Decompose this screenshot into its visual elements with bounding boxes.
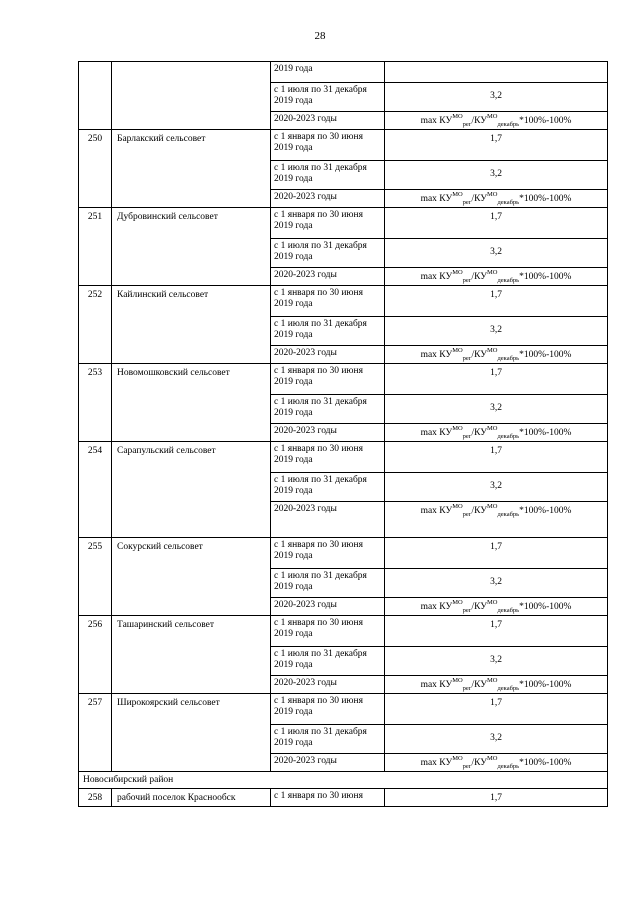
entry-name: Кайлинский сельсовет [112, 286, 271, 364]
period-cell: с 1 июля по 31 декабря 2019 года [271, 647, 385, 676]
period-cell: с 1 января по 30 июня 2019 года [271, 286, 385, 317]
entry-number: 255 [79, 538, 112, 616]
period-cell: с 1 января по 30 июня 2019 года [271, 538, 385, 569]
formula-sup1: МО [452, 598, 463, 606]
value-cell: 1,7 [385, 442, 608, 473]
table-row [79, 130, 608, 161]
value-cell: 3,2 [385, 83, 608, 112]
table-row [79, 62, 608, 83]
entry-number: 254 [79, 442, 112, 538]
value-cell [385, 676, 608, 694]
formula-sub1: рег [462, 606, 472, 614]
formula-prefix: max КУ [420, 602, 453, 612]
entry-name: Дубровинский сельсовет [112, 208, 271, 286]
formula-prefix: max КУ [420, 350, 453, 360]
formula-sup2: МО [487, 598, 498, 606]
value-cell [385, 598, 608, 616]
formula-suffix: *100%-100% [519, 602, 572, 612]
table-row [79, 789, 608, 807]
entry-name: Барлакский сельсовет [112, 130, 271, 208]
value-cell: 1,7 [385, 286, 608, 317]
formula-suffix: *100%-100% [519, 194, 572, 204]
formula-mid: /КУ [471, 506, 487, 516]
value-cell: 3,2 [385, 473, 608, 502]
district-heading: Новосибирский район [79, 772, 608, 789]
formula-prefix: max КУ [420, 272, 453, 282]
period-cell: 2020-2023 годы [271, 424, 385, 442]
period-cell: с 1 июля по 31 декабря 2019 года [271, 569, 385, 598]
formula-sup1: МО [452, 424, 463, 432]
entry-name: Новомошковский сельсовет [112, 364, 271, 442]
entry-number: 257 [79, 694, 112, 772]
formula-text [420, 598, 572, 614]
period-cell: с 1 июля по 31 декабря 2019 года [271, 239, 385, 268]
formula-mid: /КУ [471, 602, 487, 612]
formula-mid: /КУ [471, 428, 487, 438]
table-row [79, 286, 608, 317]
formula-prefix: max КУ [420, 506, 453, 516]
formula-sub1: рег [462, 762, 472, 770]
entry-number: 258 [79, 789, 112, 807]
period-cell: с 1 июля по 31 декабря 2019 года [271, 725, 385, 754]
entry-number: 250 [79, 130, 112, 208]
period-cell: с 1 июля по 31 декабря 2019 года [271, 317, 385, 346]
formula-sub2: декабрь [497, 354, 520, 362]
formula-text [420, 502, 572, 518]
period-cell: 2020-2023 годы [271, 268, 385, 286]
formula-suffix: *100%-100% [519, 350, 572, 360]
formula-text [420, 424, 572, 440]
value-cell [385, 190, 608, 208]
value-cell: 1,7 [385, 208, 608, 239]
value-cell: 1,7 [385, 130, 608, 161]
period-cell: 2019 года [271, 62, 385, 83]
period-cell: с 1 января по 30 июня 2019 года [271, 364, 385, 395]
formula-sup1: МО [452, 502, 463, 510]
value-cell: 3,2 [385, 395, 608, 424]
value-cell: 1,7 [385, 616, 608, 647]
value-cell: 1,7 [385, 694, 608, 725]
formula-mid: /КУ [471, 116, 487, 126]
formula-sub2: декабрь [497, 606, 520, 614]
formula-sup2: МО [487, 112, 498, 120]
formula-sup2: МО [487, 502, 498, 510]
formula-sub1: рег [462, 684, 472, 692]
formula-sub1: рег [462, 354, 472, 362]
formula-sub1: рег [462, 198, 472, 206]
period-cell: 2020-2023 годы [271, 676, 385, 694]
formula-mid: /КУ [471, 758, 487, 768]
formula-suffix: *100%-100% [519, 680, 572, 690]
value-cell [385, 112, 608, 130]
formula-prefix: max КУ [420, 116, 453, 126]
period-cell: с 1 июля по 31 декабря 2019 года [271, 83, 385, 112]
table-row [79, 442, 608, 473]
formula-prefix: max КУ [420, 680, 453, 690]
value-cell: 3,2 [385, 569, 608, 598]
value-cell: 1,7 [385, 538, 608, 569]
formula-text [420, 676, 572, 692]
formula-suffix: *100%-100% [519, 758, 572, 768]
formula-sup1: МО [452, 268, 463, 276]
entry-name: Сарапульский сельсовет [112, 442, 271, 538]
period-cell: с 1 января по 30 июня 2019 года [271, 442, 385, 473]
page-number: 28 [314, 30, 326, 42]
entry-name: Сокурский сельсовет [112, 538, 271, 616]
number-cell [79, 62, 112, 130]
formula-suffix: *100%-100% [519, 428, 572, 438]
formula-sup2: МО [487, 346, 498, 354]
formula-sub1: рег [462, 120, 472, 128]
formula-sub2: декабрь [497, 684, 520, 692]
period-cell: 2020-2023 годы [271, 112, 385, 130]
entry-number: 253 [79, 364, 112, 442]
formula-text [420, 346, 572, 362]
value-cell [385, 424, 608, 442]
period-cell: с 1 января по 30 июня 2019 года [271, 616, 385, 647]
value-cell [385, 346, 608, 364]
formula-sub2: декабрь [497, 432, 520, 440]
formula-sub1: рег [462, 432, 472, 440]
formula-sup1: МО [452, 112, 463, 120]
formula-text [420, 190, 572, 206]
value-cell: 1,7 [385, 364, 608, 395]
formula-sup2: МО [487, 268, 498, 276]
value-cell: 3,2 [385, 239, 608, 268]
formula-sub1: рег [462, 276, 472, 284]
formula-text [420, 754, 572, 770]
formula-mid: /КУ [471, 680, 487, 690]
formula-mid: /КУ [471, 350, 487, 360]
value-cell: 3,2 [385, 161, 608, 190]
period-cell: с 1 января по 30 июня 2019 года [271, 208, 385, 239]
formula-sub2: декабрь [497, 198, 520, 206]
entry-number: 256 [79, 616, 112, 694]
formula-sub1: рег [462, 510, 472, 518]
value-cell: 3,2 [385, 647, 608, 676]
formula-prefix: max КУ [420, 194, 453, 204]
formula-sup2: МО [487, 754, 498, 762]
value-cell: 3,2 [385, 317, 608, 346]
period-cell: с 1 января по 30 июня 2019 года [271, 130, 385, 161]
entry-name: Ташаринский сельсовет [112, 616, 271, 694]
formula-sup1: МО [452, 754, 463, 762]
formula-suffix: *100%-100% [519, 116, 572, 126]
formula-prefix: max КУ [420, 428, 453, 438]
formula-mid: /КУ [471, 194, 487, 204]
table-row [79, 364, 608, 395]
formula-sup2: МО [487, 676, 498, 684]
value-cell [385, 502, 608, 538]
value-cell [385, 268, 608, 286]
name-cell [112, 62, 271, 130]
formula-suffix: *100%-100% [519, 506, 572, 516]
period-cell: с 1 июля по 31 декабря 2019 года [271, 395, 385, 424]
formula-suffix: *100%-100% [519, 272, 572, 282]
period-cell: 2020-2023 годы [271, 502, 385, 538]
formula-sup2: МО [487, 190, 498, 198]
formula-sup1: МО [452, 190, 463, 198]
period-cell: с 1 января по 30 июня [271, 789, 385, 807]
formula-sub2: декабрь [497, 276, 520, 284]
entry-name: Широкоярский сельсовет [112, 694, 271, 772]
formula-sup1: МО [452, 346, 463, 354]
period-cell: с 1 июля по 31 декабря 2019 года [271, 161, 385, 190]
period-cell: 2020-2023 годы [271, 190, 385, 208]
district-row [79, 772, 608, 789]
entry-number: 251 [79, 208, 112, 286]
table-row [79, 538, 608, 569]
formula-sup1: МО [452, 676, 463, 684]
formula-sub2: декабрь [497, 510, 520, 518]
period-cell: 2020-2023 годы [271, 346, 385, 364]
entry-number: 252 [79, 286, 112, 364]
period-cell: 2020-2023 годы [271, 598, 385, 616]
formula-sup2: МО [487, 424, 498, 432]
table-row [79, 694, 608, 725]
entry-name: рабочий поселок Краснообск [112, 789, 271, 807]
period-cell: с 1 июля по 31 декабря 2019 года [271, 473, 385, 502]
period-cell: 2020-2023 годы [271, 754, 385, 772]
formula-text [420, 112, 572, 128]
table-row [79, 208, 608, 239]
period-cell: с 1 января по 30 июня 2019 года [271, 694, 385, 725]
table-row [79, 616, 608, 647]
formula-prefix: max КУ [420, 758, 453, 768]
formula-sub2: декабрь [497, 762, 520, 770]
value-cell [385, 754, 608, 772]
value-cell: 3,2 [385, 725, 608, 754]
formula-mid: /КУ [471, 272, 487, 282]
value-cell: 1,7 [385, 789, 608, 807]
formula-text [420, 268, 572, 284]
value-cell [385, 62, 608, 83]
formula-sub2: декабрь [497, 120, 520, 128]
tariff-table [78, 61, 608, 807]
